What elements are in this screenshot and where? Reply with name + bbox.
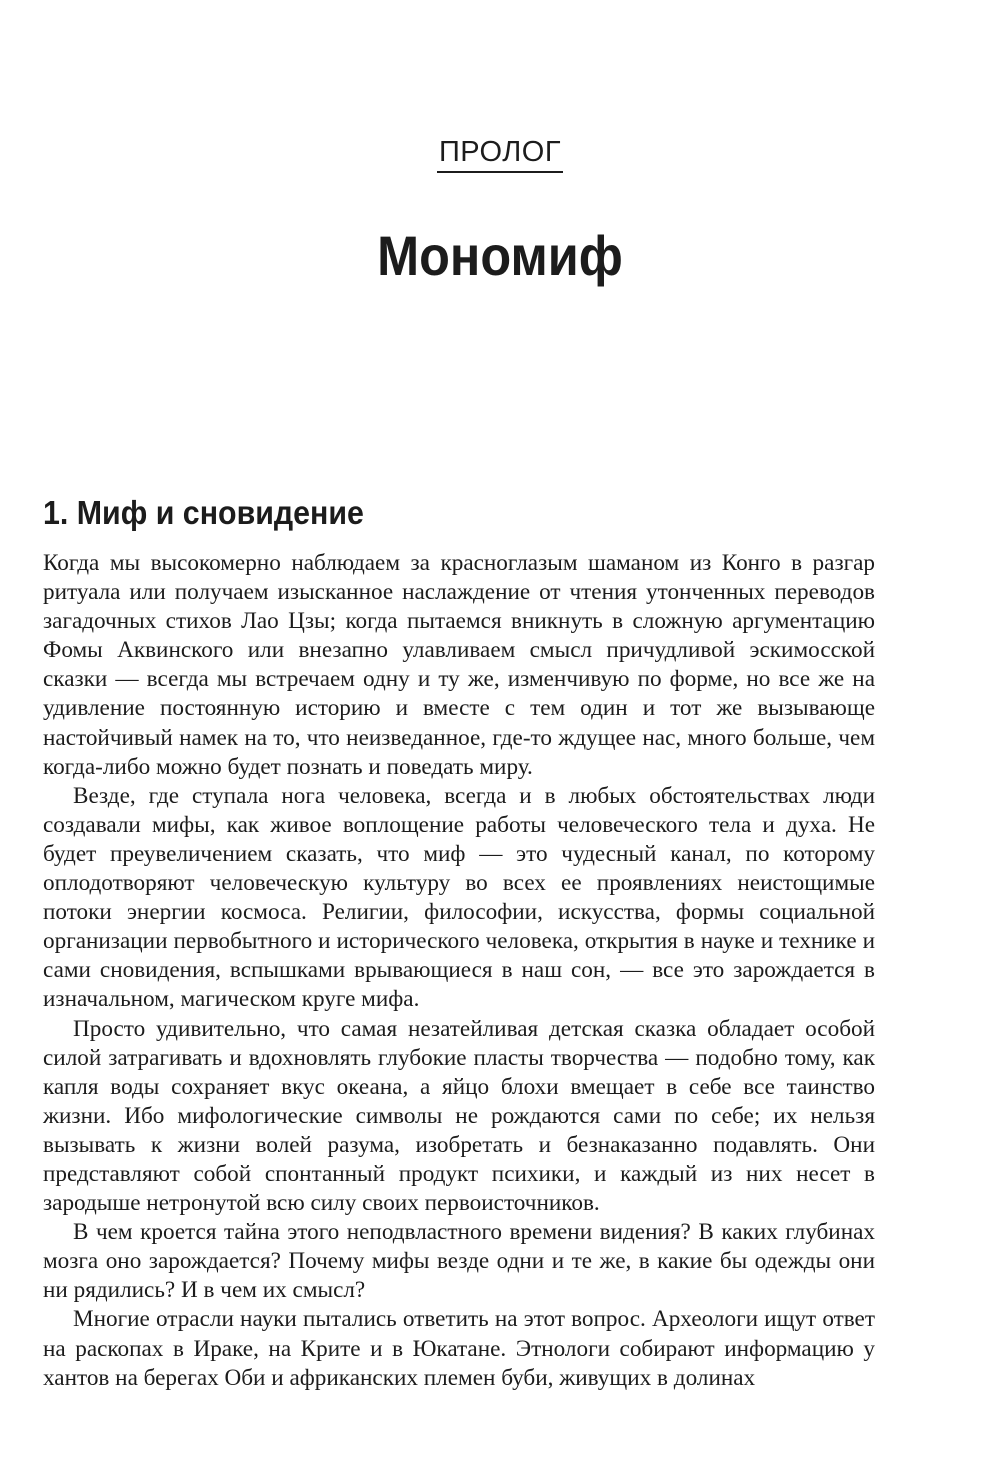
paragraph: Многие отрасли науки пытались ответить на этот вопрос. Археологи ищут ответ на раскопах в Ираке, на Крите и в Юкатане. Этнологи собирают информацию у хантов на берегах Оби и африканских племен буби, живущих в долинах xyxy=(43,1306,875,1391)
body-text xyxy=(43,549,875,1393)
paragraph: В чем кроется тайна этого неподвластного времени видения? В каких глубинах мозга оно зарождается? Почему мифы везде одни и те же, в какие бы одежды они ни рядились? И в чем их смысл? xyxy=(43,1219,875,1304)
prologue-label xyxy=(0,134,1000,173)
paragraph: Просто удивительно, что самая незатейливая детская сказка обладает особой силой затрагивать и вдохновлять глубокие пласты творчества — подобно тому, как капля воды сохраняет вкус океана, а яйцо блохи вмещает в себе все таинство жизни. Ибо мифологические символы не рождаются сами по себе; их нельзя вызывать к жизни волей разума, изобретать и безнаказанно подавлять. Они представляют собой спонтанный продукт психики, и каждый из них несет в зародыше нетронутой всю силу своих первоисточников. xyxy=(43,1015,875,1217)
section-heading: 1. Миф и сновидение xyxy=(43,494,364,531)
paragraph: Когда мы высокомерно наблюдаем за красноглазым шаманом из Конго в разгар ритуала или получаем изысканное наслаждение от чтения утонченных переводов загадочных стихов Лао Цзы; когда пытаемся вникнуть в сложную аргументацию Фомы Аквинского или внезапно улавливаем смысл причудливой эскимосской сказки — всегда мы встречаем одну и ту же, изменчивую по форме, но все же на удивление постоянную историю и вместе с тем один и тот же вызывающе настойчивый намек на то, что неизведанное, где-то ждущее нас, много больше, чем когда-либо можно будет познать и поведать миру. xyxy=(43,550,875,780)
chapter-title: Мономиф xyxy=(377,224,623,287)
prologue-label-text: ПРОЛОГ xyxy=(437,134,563,173)
paragraph: Везде, где ступала нога человека, всегда и в любых обстоятельствах люди создавали мифы, как живое воплощение работы человеческого тела и духа. Не будет преувеличением сказать, что миф — это чудесный канал, по которому оплодотворяют человеческую культуру во всех ее проявлениях неистощимые потоки энергии космоса. Религии, философии, искусства, формы социальной организации первобытного и исторического человека, открытия в науке и технике и сами сновидения, вспышками врывающиеся в наш сон, — все это зарождается в изначальном, магическом круге мифа. xyxy=(43,782,875,1013)
